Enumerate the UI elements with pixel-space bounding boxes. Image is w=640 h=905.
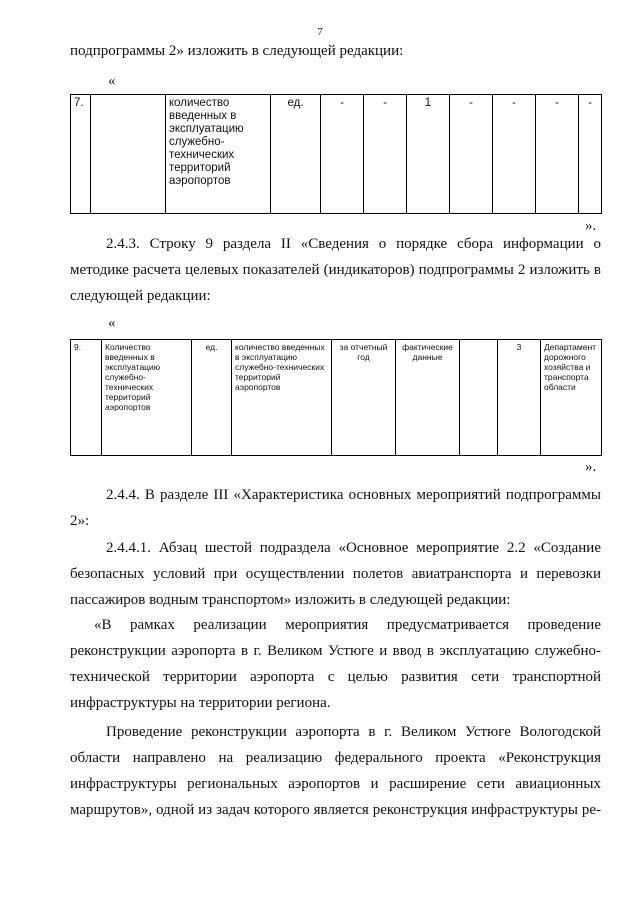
value-cell: - [536, 95, 579, 214]
value-cell: - [321, 95, 364, 214]
code-cell: 3 [498, 340, 541, 456]
row-number: 7. [71, 95, 91, 214]
quoted-paragraph: «В рамках реализации мероприятия предусматривается проведение реконструкции аэропорта в г. Великом Устюге и ввод в эксплуатацию служебно-технической территории аэропорта с целью развития сети транспортной инфраструктуры на территории региона. [70, 617, 601, 711]
paragraph-2-4-4: 2.4.4. В разделе III «Характеристика основных мероприятий подпрограммы 2»: [70, 487, 601, 529]
empty-cell [460, 340, 498, 456]
indicator-name: количество введенных в эксплуатацию служебно-технических территорий аэропортов [166, 95, 271, 214]
value-cell: - [450, 95, 493, 214]
period-cell: за отчетный год [332, 340, 396, 456]
page-number: 7 [317, 26, 323, 38]
paragraph-2-4-3: 2.4.3. Строку 9 раздела II «Сведения о порядке сбора информации о методике расчета целевых показателей (индикаторов) подпрограммы 2 изложить в следующей редакции: [70, 236, 601, 304]
paragraph-2-4-4-1: 2.4.4.1. Абзац шестой подраздела «Основное мероприятие 2.2 «Создание безопасных условий при осуществлении полетов авиатранспорта и перевозки пассажиров водным транспортом» изложить в следующей редакции: [70, 540, 601, 608]
method-table-row-9 [70, 339, 602, 456]
method-cell: фактические данные [396, 340, 460, 456]
value-cell: - [579, 95, 602, 214]
value-cell: - [364, 95, 407, 214]
table-row [71, 340, 602, 456]
indicator-name: Количество введенных в эксплуатацию служебно-технических территорий аэропортов [102, 340, 192, 456]
close-quote-2: ». [585, 459, 597, 475]
close-quote-1: ». [585, 218, 597, 234]
table-row [71, 95, 602, 214]
empty-cell [91, 95, 166, 214]
indicator-table-row-7 [70, 94, 602, 214]
definition-cell: количество введенных в эксплуатацию служебно-технических территорий аэропортов [232, 340, 332, 456]
value-cell: 1 [407, 95, 450, 214]
unit-cell: ед. [192, 340, 232, 456]
intro-line: подпрограммы 2» изложить в следующей редакции: [70, 43, 404, 59]
value-cell: - [493, 95, 536, 214]
open-quote-1: « [108, 73, 116, 89]
row-number: 9. [71, 340, 102, 456]
responsible-cell: Департамент дорожного хозяйства и транспорта области [541, 340, 602, 456]
unit-cell: ед. [271, 95, 321, 214]
open-quote-2: « [108, 315, 116, 331]
closing-paragraph: Проведение реконструкции аэропорта в г. Великом Устюге Вологодской области направлено на реализацию федерального проекта «Реконструкция инфраструктуры региональных аэропортов и расширение сети авиационных маршрутов», одной из задач которого является реконструкция инфраструктуры ре- [70, 724, 601, 818]
